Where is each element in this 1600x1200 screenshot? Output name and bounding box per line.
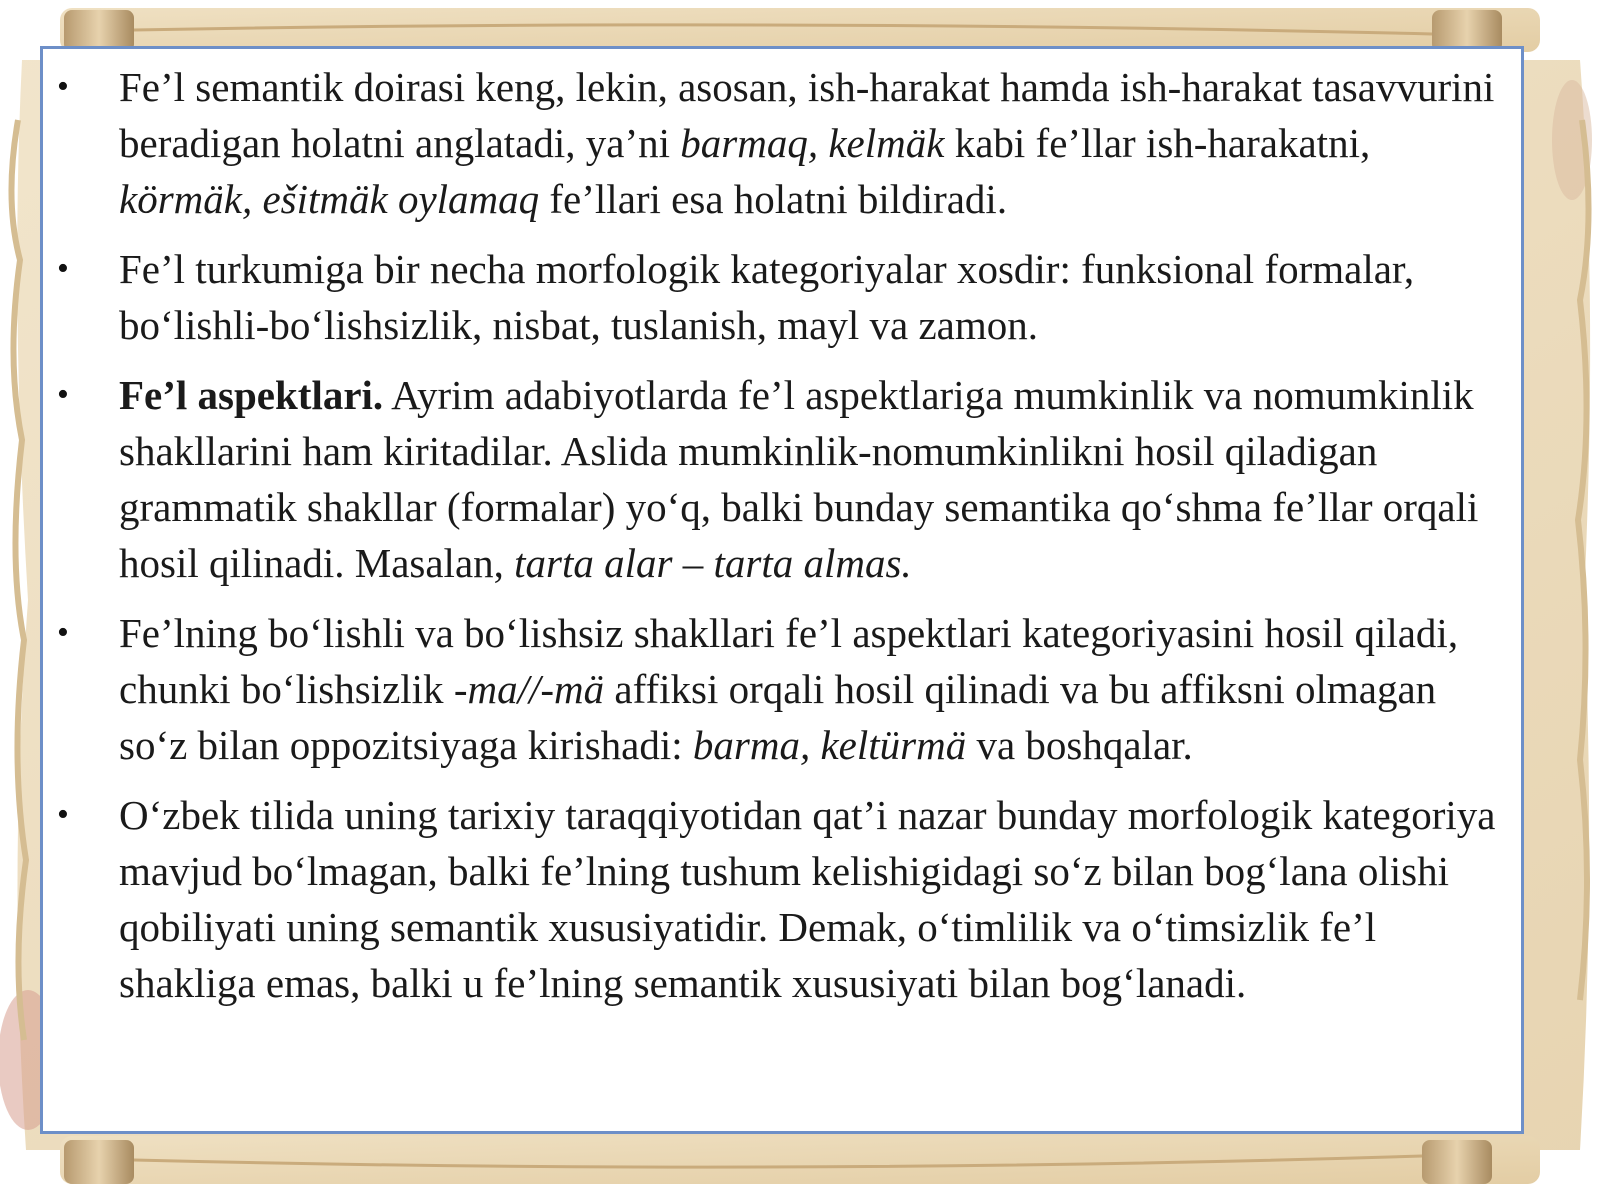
bullet-text: Fe’l semantik doirasi keng, lekin, asosan, ish-harakat hamda ish-harakat tasavvurini beradigan holatni anglatadi, ya’ni (119, 64, 1495, 166)
bullet-text: fe’llari esa holatni bildiradi. (539, 176, 1008, 222)
bullet-text: kabi fe’llar ish-harakatni, (944, 120, 1371, 166)
bullet-dot: • (57, 614, 69, 651)
bold-heading-text: Fe’l aspektlari. (119, 372, 384, 418)
bullet-item (43, 367, 1501, 591)
bullet-item (43, 241, 1501, 353)
italic-example-text: barmaq, kelmäk (680, 120, 945, 166)
text-panel (40, 46, 1524, 1134)
bullet-item (43, 787, 1501, 1011)
bullet-dot: • (57, 796, 69, 833)
bullet-dot: • (57, 376, 69, 413)
bullet-text: va boshqalar. (966, 722, 1193, 768)
bullet-dot: • (57, 250, 69, 287)
bullet-item (43, 605, 1501, 773)
italic-example-text: körmäk, ešitmäk oylamaq (119, 176, 540, 222)
italic-example-text: tarta alar – tarta almas. (514, 540, 912, 586)
bullet-text: O‘zbek tilida uning tarixiy taraqqiyotidan qat’i nazar bunday morfologik kategoriya mavjud bo‘lmagan, balki fe’lning tushum kelishigidagi so‘z bilan bog‘lana olishi qobiliyati uning semantik xususiyatidir. Demak, o‘timlilik va o‘timsizlik fe’l shakliga emas, balki u fe’lning semantik xususiyati bilan bog‘lanadi. (119, 792, 1496, 1006)
bullet-text: Ayrim adabiyotlarda fe’l aspektlariga mumkinlik va nomumkinlik shakllarini ham kiritadilar. Aslida mumkinlik-nomumkinlikni hosil qiladigan grammatik shakllar (formalar) yo‘q, balki bunday semantika qo‘shma fe’llar orqali hosil qilinadi. Masalan, (119, 372, 1479, 586)
italic-example-text: -ma//-mä (453, 666, 605, 712)
bullet-text: Fe’l turkumiga bir necha morfologik kategoriyalar xosdir: funksional formalar, bo‘lishli-bo‘lishsizlik, nisbat, tuslanish, mayl va zamon. (119, 246, 1415, 348)
bullet-item (43, 59, 1501, 227)
bullet-text: Fe’lning bo‘lishli va bo‘lishsiz shakllari fe’l aspektlari kategoriyasini hosil qiladi, chunki bo‘lishsizlik (119, 610, 1459, 712)
italic-example-text: barma, keltürmä (692, 722, 967, 768)
bullet-list (43, 49, 1521, 1011)
bullet-text: affiksi orqali hosil qilinadi va bu affiksni olmagan so‘z bilan oppozitsiyaga kirishadi: (119, 666, 1437, 768)
bullet-dot: • (57, 68, 69, 105)
